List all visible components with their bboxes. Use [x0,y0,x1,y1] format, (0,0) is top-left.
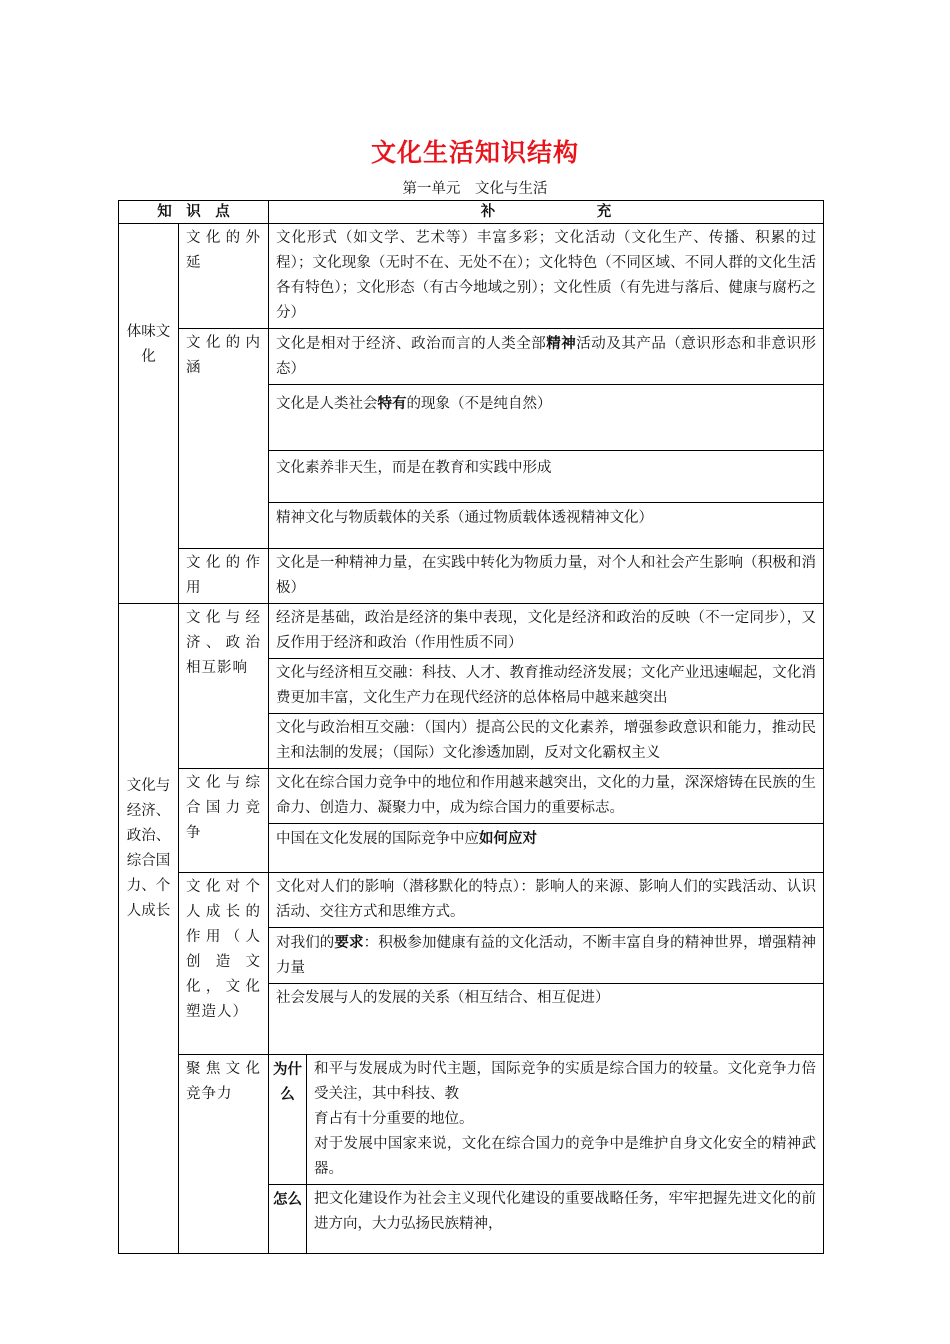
table-row [119,873,824,928]
connotation-item2: 文化是人类社会特有的现象（不是纯自然） [269,385,824,451]
point-connotation: 文化的内涵 [179,329,269,549]
unit-topic: 文化与生活 [475,181,548,197]
table-row [119,329,824,385]
why-tag: 为什么 [269,1055,307,1185]
connotation-item4: 精神文化与物质载体的关系（通过物质载体透视精神文化） [269,503,824,549]
knowledge-table [118,200,824,1254]
personal-growth-item1: 文化对人们的影响（潜移默化的特点）：影响人的来源、影响人们的实践活动、认识活动、交往方式和思维方式。 [269,873,824,928]
unit-subtitle [0,177,950,198]
connotation-item3: 文化素养非天生，而是在教育和实践中形成 [269,451,824,503]
table-row [119,224,824,329]
header-knowledge-point: 知 识 点 [119,201,269,224]
extension-text: 文化形式（如文学、艺术等）丰富多彩；文化活动（文化生产、传播、积累的过程）；文化现象（无时不在、无处不在）；文化特色（不同区域、不同人群的文化生活各有特色）；文化形态（有古今地域之别）；文化性质（有先进与落后、健康与腐朽之分） [269,224,824,329]
point-function: 文化的作用 [179,549,269,604]
point-cultural-competitiveness: 聚焦文化竞争力 [179,1055,269,1254]
econ-politics-item2: 文化与经济相互交融：科技、人才、教育推动经济发展；文化产业迅速崛起，文化消费更加丰富，文化生产力在现代经济的总体格局中越来越突出 [269,659,824,714]
unit-name: 第一单元 [402,181,461,197]
point-national-power: 文化与综合国力竞争 [179,769,269,873]
why-text: 和平与发展成为时代主题，国际竞争的实质是综合国力的较量。文化竞争力倍受关注，其中科技、教 育占有十分重要的地位。 对于发展中国家来说，文化在综合国力的竞争中是维护自身文化安全的精神武器。 [307,1055,824,1185]
document-title: 文化生活知识结构 [370,138,579,167]
connotation-item1: 文化是相对于经济、政治而言的人类全部精神活动及其产品（意识形态和非意识形态） [269,329,824,385]
how-text: 把文化建设作为社会主义现代化建设的重要战略任务，牢牢把握先进文化的前进方向，大力弘扬民族精神， [307,1185,824,1254]
section1-label: 体味文化 [119,224,179,604]
function-text: 文化是一种精神力量，在实践中转化为物质力量，对个人和社会产生影响（积极和消极） [269,549,824,604]
table-row [119,769,824,824]
section2-label: 文化与经济、政治、综合国力、个人成长 [119,604,179,1254]
point-extension: 文化的外延 [179,224,269,329]
table-row [119,549,824,604]
how-tag: 怎么 [269,1185,307,1254]
table-header-row [119,201,824,224]
point-econ-politics: 文化与经济、政治相互影响 [179,604,269,769]
econ-politics-item3: 文化与政治相互交融：（国内）提高公民的文化素养，增强参政意识和能力，推动民主和法制的发展；（国际）文化渗透加剧，反对文化霸权主义 [269,714,824,769]
point-personal-growth: 文化对个人成长的作用（人创造文化，文化塑造人） [179,873,269,1055]
personal-growth-item3: 社会发展与人的发展的关系（相互结合、相互促进） [269,984,824,1055]
econ-politics-item1: 经济是基础，政治是经济的集中表现，文化是经济和政治的反映（不一定同步），又反作用于经济和政治（作用性质不同） [269,604,824,659]
table-row [119,604,824,659]
header-supplement: 补 充 [269,201,824,224]
table-row [119,1055,824,1185]
personal-growth-item2: 对我们的要求：积极参加健康有益的文化活动，不断丰富自身的精神世界，增强精神力量 [269,928,824,984]
national-power-item2: 中国在文化发展的国际竞争中应如何应对 [269,824,824,873]
national-power-item1: 文化在综合国力竞争中的地位和作用越来越突出，文化的力量，深深熔铸在民族的生命力、创造力、凝聚力中，成为综合国力的重要标志。 [269,769,824,824]
